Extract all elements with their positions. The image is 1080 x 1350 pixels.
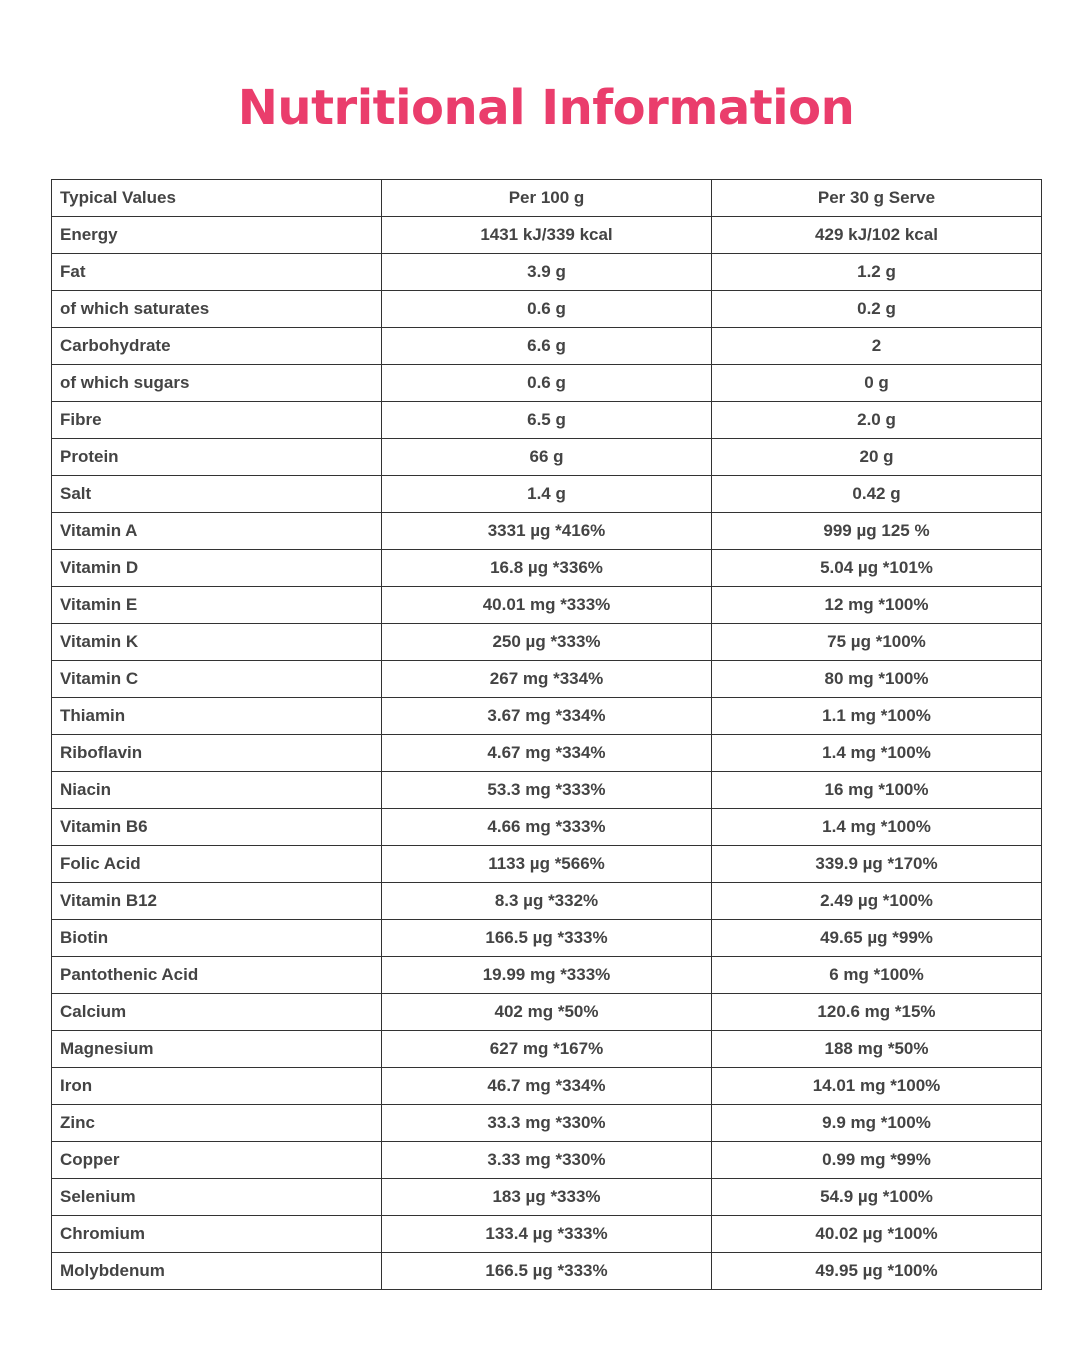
header-typical-values: Typical Values (52, 180, 382, 217)
per-100g-value: 40.01 mg *333% (382, 587, 712, 624)
per-100g-value: 3.67 mg *334% (382, 698, 712, 735)
per-100g-value: 267 mg *334% (382, 661, 712, 698)
table-row (52, 291, 1042, 328)
per-100g-value: 3.33 mg *330% (382, 1142, 712, 1179)
per-serve-value: 0.42 g (712, 476, 1042, 513)
per-100g-value: 1431 kJ/339 kcal (382, 217, 712, 254)
nutrient-label: Fibre (52, 402, 382, 439)
per-serve-value: 14.01 mg *100% (712, 1068, 1042, 1105)
nutrient-label: Carbohydrate (52, 328, 382, 365)
per-serve-value: 0.99 mg *99% (712, 1142, 1042, 1179)
table-row (52, 994, 1042, 1031)
per-serve-value: 2 (712, 328, 1042, 365)
per-serve-value: 120.6 mg *15% (712, 994, 1042, 1031)
nutrient-label: Vitamin K (52, 624, 382, 661)
per-serve-value: 54.9 µg *100% (712, 1179, 1042, 1216)
nutrient-label: Iron (52, 1068, 382, 1105)
nutrition-table (51, 179, 1042, 1290)
nutrient-label: Vitamin D (52, 550, 382, 587)
per-100g-value: 133.4 µg *333% (382, 1216, 712, 1253)
per-serve-value: 429 kJ/102 kcal (712, 217, 1042, 254)
table-row (52, 550, 1042, 587)
per-serve-value: 188 mg *50% (712, 1031, 1042, 1068)
nutrient-label: Biotin (52, 920, 382, 957)
page-title: Nutritional Information (237, 80, 855, 136)
per-serve-value: 2.0 g (712, 402, 1042, 439)
nutrient-label: Pantothenic Acid (52, 957, 382, 994)
table-row (52, 624, 1042, 661)
per-serve-value: 75 µg *100% (712, 624, 1042, 661)
nutrient-label: Protein (52, 439, 382, 476)
per-100g-value: 4.67 mg *334% (382, 735, 712, 772)
per-serve-value: 16 mg *100% (712, 772, 1042, 809)
per-serve-value: 12 mg *100% (712, 587, 1042, 624)
per-serve-value: 339.9 µg *170% (712, 846, 1042, 883)
per-serve-value: 40.02 µg *100% (712, 1216, 1042, 1253)
nutrient-label: Folic Acid (52, 846, 382, 883)
per-serve-value: 0 g (712, 365, 1042, 402)
table-row (52, 661, 1042, 698)
per-serve-value: 2.49 µg *100% (712, 883, 1042, 920)
per-100g-value: 8.3 µg *332% (382, 883, 712, 920)
table-row (52, 772, 1042, 809)
table-row (52, 735, 1042, 772)
table-row (52, 254, 1042, 291)
nutrient-label: Molybdenum (52, 1253, 382, 1290)
table-row (52, 402, 1042, 439)
table-row (52, 1179, 1042, 1216)
table-row (52, 1031, 1042, 1068)
table-row (52, 476, 1042, 513)
table-row (52, 1253, 1042, 1290)
nutrient-label: of which saturates (52, 291, 382, 328)
per-100g-value: 166.5 µg *333% (382, 920, 712, 957)
table-row (52, 1105, 1042, 1142)
per-100g-value: 6.5 g (382, 402, 712, 439)
nutrient-label: Vitamin E (52, 587, 382, 624)
nutrient-label: Energy (52, 217, 382, 254)
table-row (52, 957, 1042, 994)
per-100g-value: 627 mg *167% (382, 1031, 712, 1068)
per-100g-value: 0.6 g (382, 365, 712, 402)
table-row (52, 1142, 1042, 1179)
nutrient-label: Vitamin C (52, 661, 382, 698)
per-100g-value: 6.6 g (382, 328, 712, 365)
per-serve-value: 1.4 mg *100% (712, 809, 1042, 846)
nutrient-label: Magnesium (52, 1031, 382, 1068)
nutrient-label: Calcium (52, 994, 382, 1031)
nutrient-label: Chromium (52, 1216, 382, 1253)
per-serve-value: 5.04 µg *101% (712, 550, 1042, 587)
per-serve-value: 9.9 mg *100% (712, 1105, 1042, 1142)
nutrient-label: Vitamin B12 (52, 883, 382, 920)
per-100g-value: 19.99 mg *333% (382, 957, 712, 994)
table-row (52, 883, 1042, 920)
per-serve-value: 80 mg *100% (712, 661, 1042, 698)
table-row (52, 809, 1042, 846)
nutrient-label: Thiamin (52, 698, 382, 735)
per-serve-value: 1.1 mg *100% (712, 698, 1042, 735)
header-per-serve: Per 30 g Serve (712, 180, 1042, 217)
table-row (52, 920, 1042, 957)
nutrient-label: Copper (52, 1142, 382, 1179)
per-serve-value: 999 µg 125 % (712, 513, 1042, 550)
per-serve-value: 49.95 µg *100% (712, 1253, 1042, 1290)
per-100g-value: 183 µg *333% (382, 1179, 712, 1216)
table-row (52, 846, 1042, 883)
nutrient-label: Salt (52, 476, 382, 513)
nutrient-label: Fat (52, 254, 382, 291)
nutrient-label: Riboflavin (52, 735, 382, 772)
per-serve-value: 1.2 g (712, 254, 1042, 291)
per-serve-value: 1.4 mg *100% (712, 735, 1042, 772)
header-per-100g: Per 100 g (382, 180, 712, 217)
per-serve-value: 6 mg *100% (712, 957, 1042, 994)
nutrient-label: of which sugars (52, 365, 382, 402)
table-row (52, 587, 1042, 624)
table-row (52, 698, 1042, 735)
nutrient-label: Zinc (52, 1105, 382, 1142)
per-100g-value: 16.8 µg *336% (382, 550, 712, 587)
per-100g-value: 46.7 mg *334% (382, 1068, 712, 1105)
per-100g-value: 0.6 g (382, 291, 712, 328)
table-row (52, 439, 1042, 476)
per-100g-value: 166.5 µg *333% (382, 1253, 712, 1290)
per-100g-value: 402 mg *50% (382, 994, 712, 1031)
nutrient-label: Niacin (52, 772, 382, 809)
per-100g-value: 4.66 mg *333% (382, 809, 712, 846)
table-row (52, 513, 1042, 550)
per-serve-value: 0.2 g (712, 291, 1042, 328)
table-header-row (52, 180, 1042, 217)
nutrition-table-body (52, 180, 1042, 1290)
per-100g-value: 66 g (382, 439, 712, 476)
table-row (52, 328, 1042, 365)
table-row (52, 1216, 1042, 1253)
per-100g-value: 1133 µg *566% (382, 846, 712, 883)
per-100g-value: 53.3 mg *333% (382, 772, 712, 809)
per-100g-value: 1.4 g (382, 476, 712, 513)
nutrient-label: Vitamin A (52, 513, 382, 550)
table-row (52, 365, 1042, 402)
per-100g-value: 33.3 mg *330% (382, 1105, 712, 1142)
table-row (52, 217, 1042, 254)
nutrient-label: Vitamin B6 (52, 809, 382, 846)
per-serve-value: 49.65 µg *99% (712, 920, 1042, 957)
table-row (52, 1068, 1042, 1105)
per-100g-value: 250 µg *333% (382, 624, 712, 661)
per-serve-value: 20 g (712, 439, 1042, 476)
nutrient-label: Selenium (52, 1179, 382, 1216)
per-100g-value: 3331 µg *416% (382, 513, 712, 550)
per-100g-value: 3.9 g (382, 254, 712, 291)
